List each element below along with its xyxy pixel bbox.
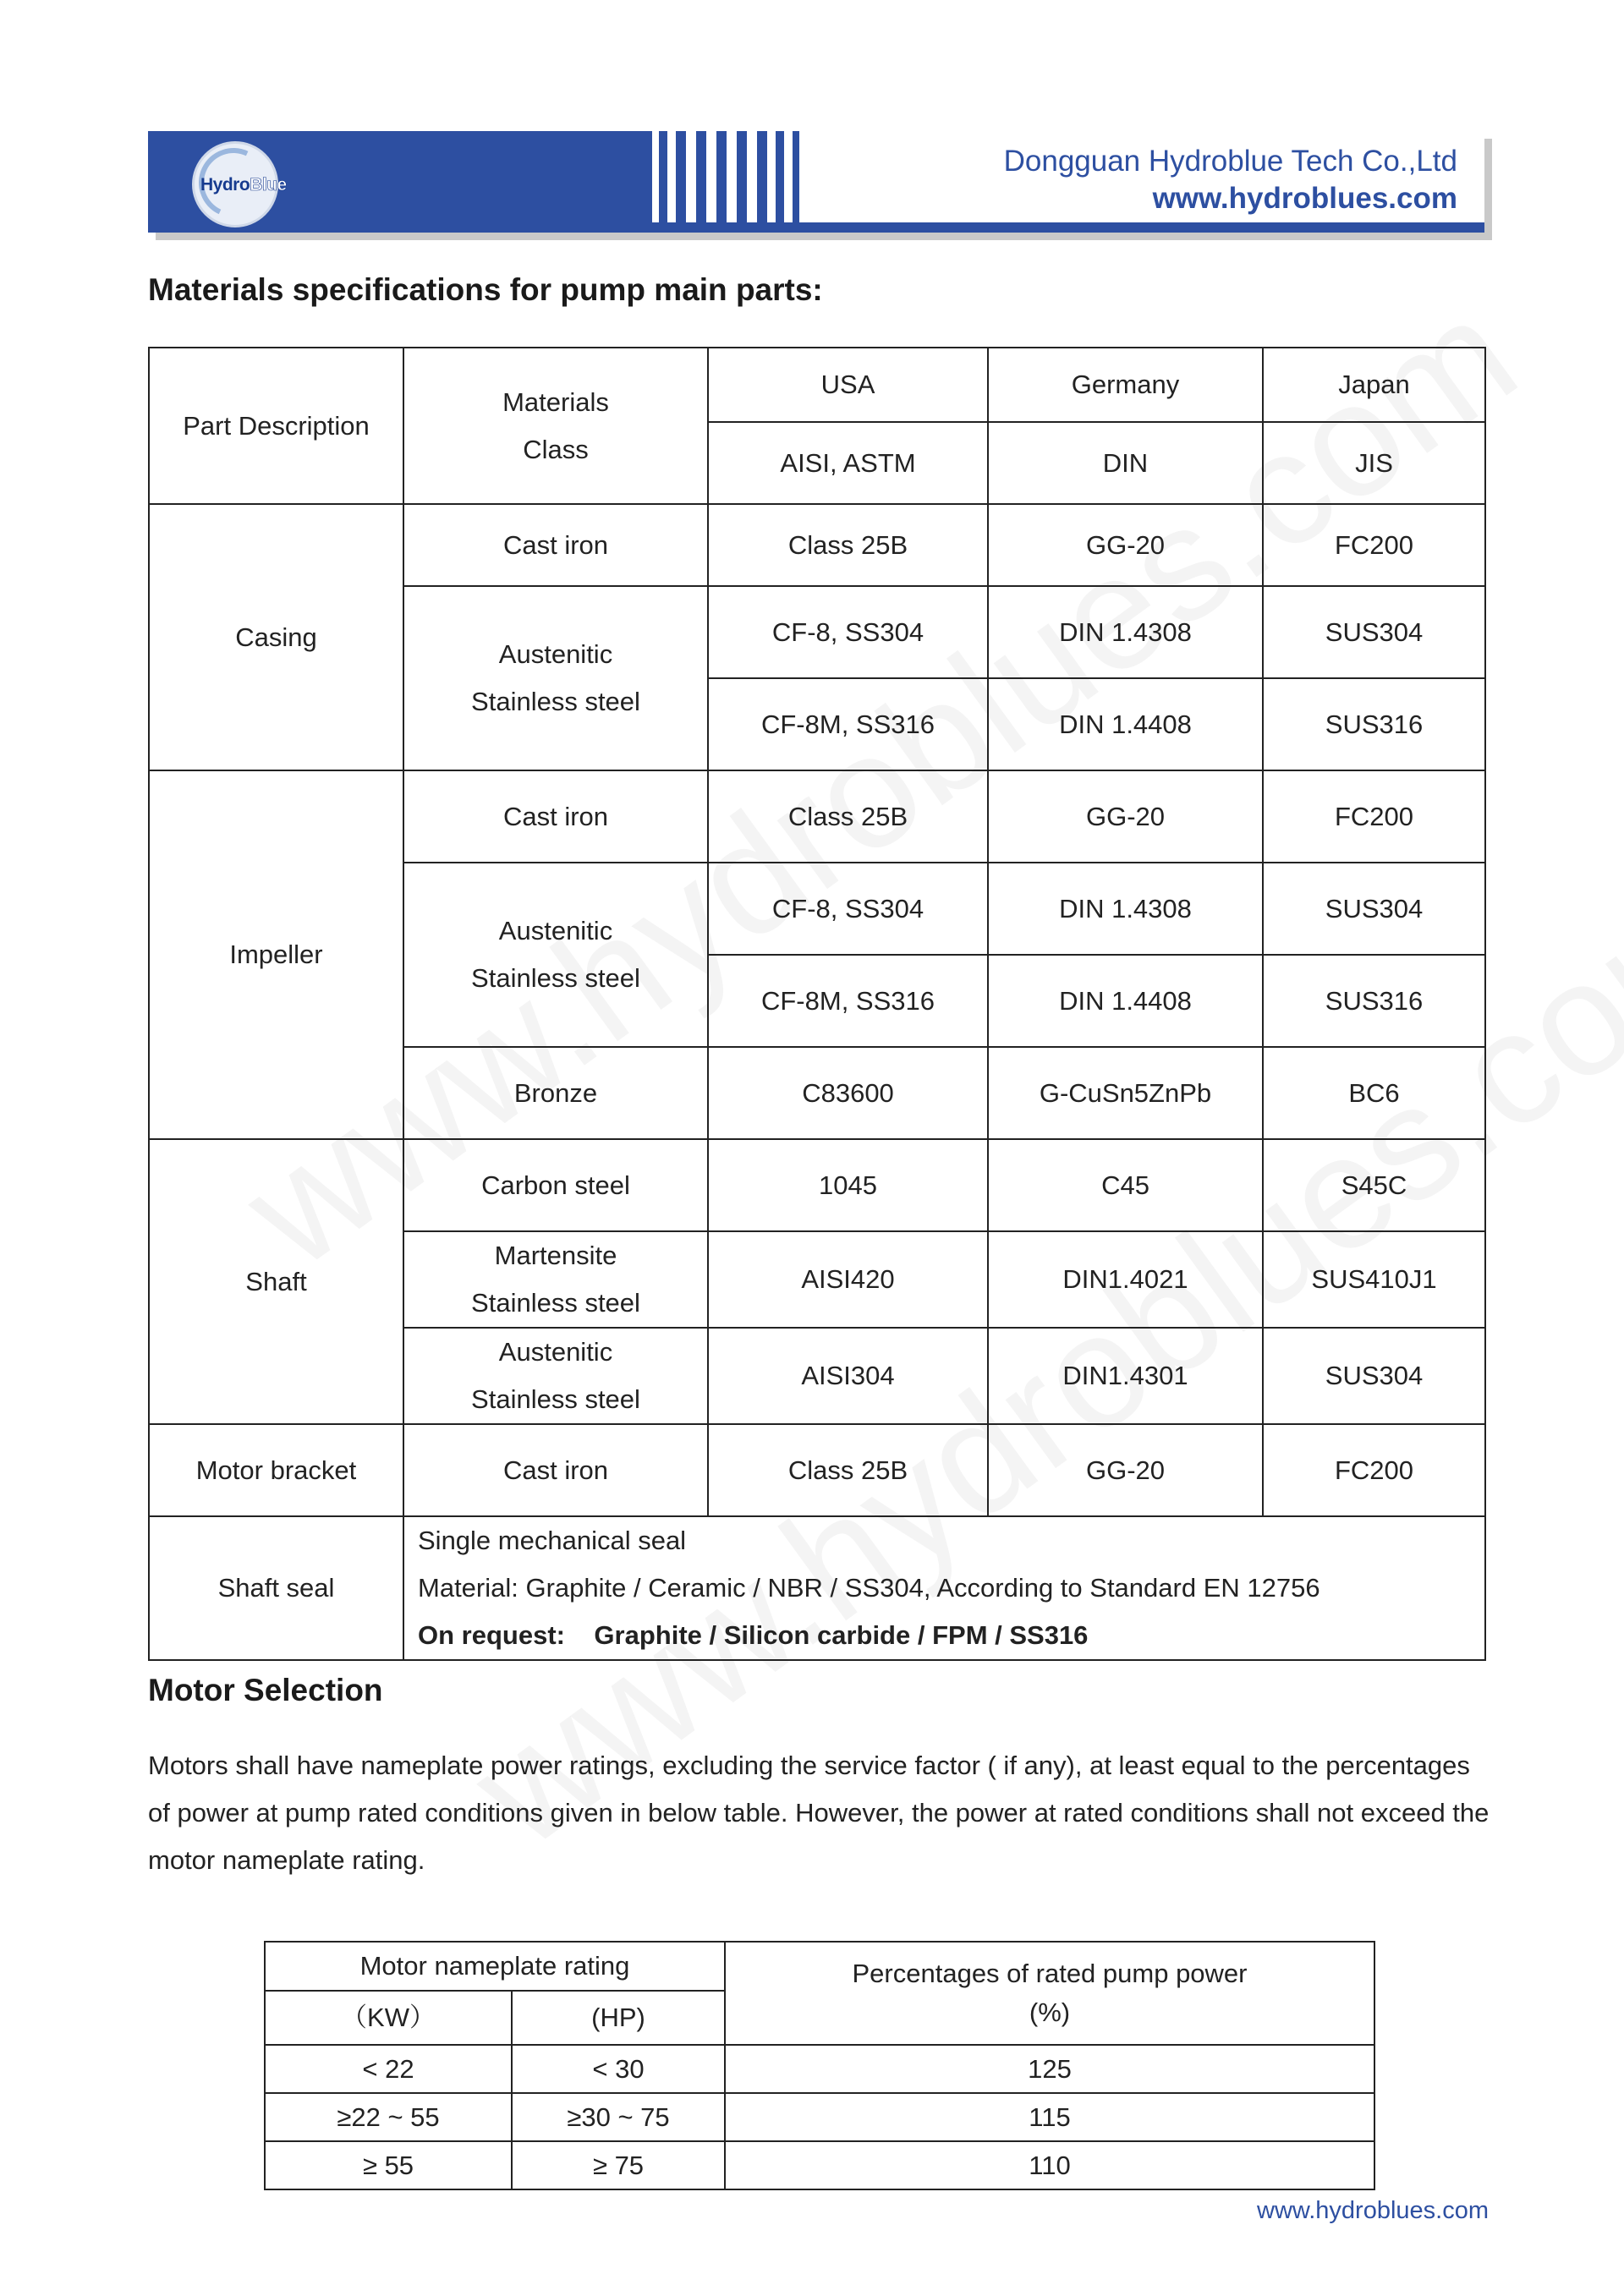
japan-cell: SUS316 xyxy=(1263,955,1485,1047)
materials-title: Materials specifications for pump main parts: xyxy=(148,272,823,307)
header-part-description: Part Description xyxy=(149,348,403,504)
header-percentages: Percentages of rated pump power (%) xyxy=(725,1942,1374,2045)
germany-cell: DIN 1.4308 xyxy=(988,863,1263,955)
usa-cell: C83600 xyxy=(708,1047,988,1139)
japan-cell: SUS304 xyxy=(1263,863,1485,955)
material-cell: Carbon steel xyxy=(403,1139,708,1231)
kw-cell: ≥22 ~ 55 xyxy=(265,2093,512,2141)
usa-cell: CF-8, SS304 xyxy=(708,863,988,955)
usa-cell: Class 25B xyxy=(708,770,988,863)
table-row xyxy=(149,770,1485,863)
percent-cell: 125 xyxy=(725,2045,1374,2093)
germany-cell: C45 xyxy=(988,1139,1263,1231)
table-row xyxy=(149,1516,1485,1660)
part-shaft-seal: Shaft seal xyxy=(149,1516,403,1660)
usa-cell: CF-8M, SS316 xyxy=(708,678,988,770)
header-hp: (HP) xyxy=(512,1991,725,2045)
header-japan: Japan xyxy=(1263,348,1485,422)
material-cell: Bronze xyxy=(403,1047,708,1139)
company-info xyxy=(1004,143,1457,217)
japan-cell: SUS304 xyxy=(1263,586,1485,678)
material-cell: Austenitic Stainless steel xyxy=(403,1328,708,1424)
usa-cell: AISI304 xyxy=(708,1328,988,1424)
banner-stripes xyxy=(647,131,808,222)
header-materials-class: Materials Class xyxy=(403,348,708,504)
material-cell: Austenitic Stainless steel xyxy=(403,863,708,1047)
percent-cell: 115 xyxy=(725,2093,1374,2141)
hp-cell: ≥30 ~ 75 xyxy=(512,2093,725,2141)
motor-title: Motor Selection xyxy=(148,1673,383,1707)
material-cell: Austenitic Stainless steel xyxy=(403,586,708,770)
japan-cell: SUS410J1 xyxy=(1263,1231,1485,1328)
usa-cell: AISI420 xyxy=(708,1231,988,1328)
japan-cell: FC200 xyxy=(1263,770,1485,863)
seal-line: Material: Graphite / Ceramic / NBR / SS304, According to Standard EN 12756 xyxy=(418,1573,1320,1603)
materials-table xyxy=(148,347,1486,1661)
table-row xyxy=(265,2093,1374,2141)
header-usa: USA xyxy=(708,348,988,422)
material-cell: Cast iron xyxy=(403,504,708,586)
germany-cell: DIN 1.4408 xyxy=(988,678,1263,770)
germany-cell: GG-20 xyxy=(988,1424,1263,1516)
usa-cell: Class 25B xyxy=(708,504,988,586)
shaft-seal-description xyxy=(403,1516,1485,1660)
kw-cell: < 22 xyxy=(265,2045,512,2093)
germany-cell: GG-20 xyxy=(988,504,1263,586)
part-motor-bracket: Motor bracket xyxy=(149,1424,403,1516)
header-kw: （KW） xyxy=(265,1991,512,2045)
material-cell: Cast iron xyxy=(403,1424,708,1516)
germany-cell: G-CuSn5ZnPb xyxy=(988,1047,1263,1139)
table-row xyxy=(149,1139,1485,1231)
seal-line: Single mechanical seal xyxy=(418,1526,687,1555)
company-name: Dongguan Hydroblue Tech Co.,Ltd xyxy=(1003,145,1457,178)
germany-cell: DIN 1.4308 xyxy=(988,586,1263,678)
table-row xyxy=(149,504,1485,586)
header-motor-rating: Motor nameplate rating xyxy=(265,1942,725,1991)
company-website: www.hydroblues.com xyxy=(1152,182,1457,215)
header-germany: Germany xyxy=(988,348,1263,422)
material-cell: Martensite Stainless steel xyxy=(403,1231,708,1328)
motor-paragraph: Motors shall have nameplate power ratings, excluding the service factor ( if any), at least equal to the percentages of power at pump rated conditions given in below table. However, the power at rated conditions shall not exceed the motor nameplate rating. xyxy=(148,1751,1490,1875)
part-shaft: Shaft xyxy=(149,1139,403,1424)
header-germany-standard: DIN xyxy=(988,422,1263,504)
part-impeller: Impeller xyxy=(149,770,403,1139)
table-row xyxy=(149,1424,1485,1516)
header-japan-standard: JIS xyxy=(1263,422,1485,504)
japan-cell: SUS316 xyxy=(1263,678,1485,770)
header-usa-standard: AISI, ASTM xyxy=(708,422,988,504)
germany-cell: DIN1.4301 xyxy=(988,1328,1263,1424)
kw-cell: ≥ 55 xyxy=(265,2141,512,2189)
usa-cell: CF-8, SS304 xyxy=(708,586,988,678)
usa-cell: Class 25B xyxy=(708,1424,988,1516)
table-row xyxy=(265,2141,1374,2189)
seal-on-request: On request: Graphite / Silicon carbide / FPM / SS316 xyxy=(418,1620,1089,1650)
usa-cell: 1045 xyxy=(708,1139,988,1231)
table-row xyxy=(265,2045,1374,2093)
germany-cell: GG-20 xyxy=(988,770,1263,863)
japan-cell: SUS304 xyxy=(1263,1328,1485,1424)
company-logo: HydroBlue xyxy=(200,175,287,195)
motor-table xyxy=(264,1941,1375,2190)
hp-cell: < 30 xyxy=(512,2045,725,2093)
header-banner xyxy=(148,131,1484,233)
banner-logo-area xyxy=(148,131,647,222)
japan-cell: S45C xyxy=(1263,1139,1485,1231)
usa-cell: CF-8M, SS316 xyxy=(708,955,988,1047)
germany-cell: DIN 1.4408 xyxy=(988,955,1263,1047)
part-casing: Casing xyxy=(149,504,403,770)
hp-cell: ≥ 75 xyxy=(512,2141,725,2189)
japan-cell: FC200 xyxy=(1263,504,1485,586)
japan-cell: FC200 xyxy=(1263,1424,1485,1516)
germany-cell: DIN1.4021 xyxy=(988,1231,1263,1328)
material-cell: Cast iron xyxy=(403,770,708,863)
japan-cell: BC6 xyxy=(1263,1047,1485,1139)
footer-website: www.hydroblues.com xyxy=(1257,2197,1489,2224)
percent-cell: 110 xyxy=(725,2141,1374,2189)
